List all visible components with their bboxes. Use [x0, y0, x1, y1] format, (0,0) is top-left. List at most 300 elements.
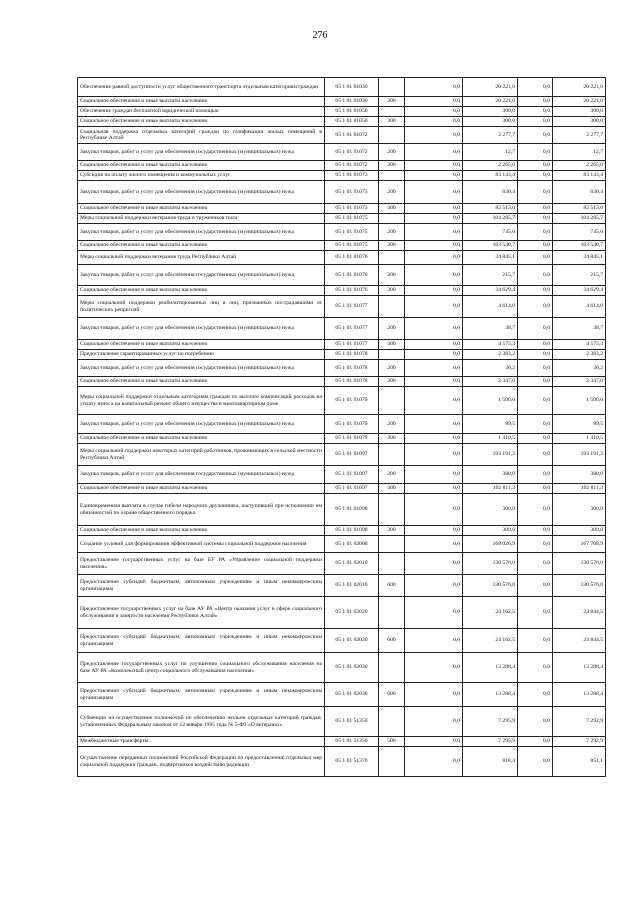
- row-name: Закупка товаров, работ и услуг для обеспечения государственных (муниципальных) нужд: [78, 181, 325, 204]
- row-code: 05 1 01 02010: [325, 575, 379, 597]
- row-value-1: 0,0: [405, 161, 463, 171]
- row-expense-type: 200: [379, 415, 405, 434]
- row-value-3: 0,0: [518, 241, 553, 251]
- row-name: Создание условий для формирования эффективной системы социальной поддержки населения: [78, 536, 325, 553]
- row-code: 05 1 01 01073: [325, 204, 379, 214]
- row-value-2: 7 295,9: [463, 737, 518, 747]
- row-expense-type: 300: [379, 117, 405, 127]
- row-expense-type: 300: [379, 340, 405, 350]
- row-value-1: 0,0: [405, 553, 463, 575]
- row-expense-type: 300: [379, 377, 405, 387]
- row-value-1: 0,0: [405, 224, 463, 241]
- row-code: 05 1 01 51350: [325, 737, 379, 747]
- row-value-3: 0,0: [518, 181, 553, 204]
- row-name: Социальное обеспечение и иные выплаты населению: [78, 484, 325, 494]
- row-expense-type: [379, 171, 405, 181]
- row-value-1: 0,0: [405, 318, 463, 340]
- row-name: Обеспечение равной доступности услуг общественного транспорта отдельным категориям граждан: [78, 78, 325, 97]
- row-value-3: 0,0: [518, 161, 553, 171]
- table-row: [78, 214, 606, 224]
- row-code: 05 1 01 01075: [325, 214, 379, 224]
- row-code: 05 1 01 02030: [325, 683, 379, 707]
- row-name: Меры социальной поддержки ветеранов труда и тружеников тыла: [78, 214, 325, 224]
- row-expense-type: 300: [379, 434, 405, 444]
- row-expense-type: 300: [379, 97, 405, 107]
- row-name: Социальное обеспечение и иные выплаты населению: [78, 526, 325, 536]
- row-value-2: 36,2: [463, 360, 518, 377]
- row-value-2: 7 295,9: [463, 707, 518, 737]
- row-value-1: 0,0: [405, 117, 463, 127]
- row-value-3: 0,0: [518, 286, 553, 296]
- row-value-3: 0,0: [518, 494, 553, 526]
- row-value-4: 851,1: [553, 747, 606, 777]
- row-name: Субсидия на оплату жилого помещения и коммунальных услуг: [78, 171, 325, 181]
- row-value-4: 83 143,4: [553, 171, 606, 181]
- row-value-2: 2 277,7: [463, 127, 518, 144]
- row-value-1: 0,0: [405, 444, 463, 466]
- row-value-4: 20 221,0: [553, 78, 606, 97]
- row-value-1: 0,0: [405, 181, 463, 204]
- row-expense-type: [379, 251, 405, 265]
- row-code: 05 1 01 01079: [325, 387, 379, 415]
- row-expense-type: [379, 107, 405, 117]
- row-name: Межбюджетные трансферты: [78, 737, 325, 747]
- row-value-1: 0,0: [405, 387, 463, 415]
- row-expense-type: 200: [379, 318, 405, 340]
- row-code: 05 1 01 01098: [325, 494, 379, 526]
- table-row: [78, 434, 606, 444]
- row-value-4: 103 540,7: [553, 241, 606, 251]
- row-name: Закупка товаров, работ и услуг для обеспечения государственных (муниципальных) нужд: [78, 144, 325, 161]
- row-code: 05 1 01 01078: [325, 360, 379, 377]
- row-name: Предоставление государственных услуг на базе АУ РА «Центр оказания услуг в сфере социального обслуживания и занятости населения Республики Алтай»: [78, 597, 325, 629]
- row-value-4: 192 811,3: [553, 484, 606, 494]
- table-row: [78, 117, 606, 127]
- row-name: Закупка товаров, работ и услуг для обеспечения государственных (муниципальных) нужд: [78, 265, 325, 286]
- row-expense-type: [379, 296, 405, 318]
- row-expense-type: [379, 350, 405, 360]
- table-row: [78, 144, 606, 161]
- row-value-1: 0,0: [405, 575, 463, 597]
- row-code: 05 1 01 01078: [325, 377, 379, 387]
- row-value-2: 168 026,9: [463, 536, 518, 553]
- row-value-1: 0,0: [405, 415, 463, 434]
- row-expense-type: 300: [379, 204, 405, 214]
- row-name: Социальное обеспечение и иные выплаты населению: [78, 377, 325, 387]
- row-value-1: 0,0: [405, 265, 463, 286]
- row-value-3: 0,0: [518, 629, 553, 653]
- row-code: 05 1 01 01050: [325, 117, 379, 127]
- row-value-2: 130 576,0: [463, 553, 518, 575]
- row-value-1: 0,0: [405, 377, 463, 387]
- table-row: [78, 707, 606, 737]
- row-value-3: 0,0: [518, 251, 553, 265]
- row-name: Предоставление субсидий бюджетным, автономным учреждениям и иным некоммерческим организациям: [78, 575, 325, 597]
- row-value-1: 0,0: [405, 434, 463, 444]
- row-value-3: 0,0: [518, 97, 553, 107]
- row-value-3: 0,0: [518, 707, 553, 737]
- row-value-1: 0,0: [405, 629, 463, 653]
- row-code: 05 1 01 01098: [325, 526, 379, 536]
- row-expense-type: [379, 494, 405, 526]
- row-value-2: 300,0: [463, 526, 518, 536]
- row-value-2: 83 143,4: [463, 171, 518, 181]
- row-value-3: 0,0: [518, 484, 553, 494]
- row-code: 05 1 01 01079: [325, 415, 379, 434]
- table-row: [78, 78, 606, 97]
- row-value-2: 24 162,5: [463, 597, 518, 629]
- row-value-2: 12,7: [463, 144, 518, 161]
- row-value-4: 2 383,2: [553, 350, 606, 360]
- row-value-4: 38,7: [553, 318, 606, 340]
- row-value-4: 13 288,4: [553, 653, 606, 683]
- row-value-1: 0,0: [405, 360, 463, 377]
- row-value-4: 215,7: [553, 265, 606, 286]
- row-name: Меры социальной поддержки некоторых категорий работников, проживающих в сельской местности Республики Алтай: [78, 444, 325, 466]
- row-value-3: 0,0: [518, 318, 553, 340]
- row-value-2: 130 576,0: [463, 575, 518, 597]
- row-value-1: 0,0: [405, 107, 463, 117]
- row-value-4: 380,0: [553, 466, 606, 484]
- row-expense-type: 300: [379, 286, 405, 296]
- row-value-2: 300,0: [463, 117, 518, 127]
- table-row: [78, 377, 606, 387]
- row-value-3: 0,0: [518, 377, 553, 387]
- row-value-1: 0,0: [405, 683, 463, 707]
- row-code: 05 1 01 01097: [325, 484, 379, 494]
- row-value-3: 0,0: [518, 360, 553, 377]
- row-expense-type: [379, 553, 405, 575]
- row-value-4: 4 614,0: [553, 296, 606, 318]
- row-name: Социальное обеспечение и иные выплаты населению: [78, 241, 325, 251]
- row-value-1: 0,0: [405, 536, 463, 553]
- row-value-4: 300,0: [553, 117, 606, 127]
- row-value-1: 0,0: [405, 707, 463, 737]
- row-expense-type: [379, 444, 405, 466]
- row-value-2: 34 629,4: [463, 286, 518, 296]
- table-row: [78, 737, 606, 747]
- row-value-1: 0,0: [405, 144, 463, 161]
- table-row: [78, 350, 606, 360]
- row-value-4: 34 629,4: [553, 286, 606, 296]
- row-name: Обеспечение граждан бесплатной юридической помощью: [78, 107, 325, 117]
- row-code: 05 1 01 02010: [325, 553, 379, 575]
- row-value-4: 23 844,5: [553, 597, 606, 629]
- row-value-3: 0,0: [518, 171, 553, 181]
- table-row: [78, 360, 606, 377]
- row-value-2: 34 845,1: [463, 251, 518, 265]
- row-name: Закупка товаров, работ и услуг для обеспечения государственных (муниципальных) нужд: [78, 360, 325, 377]
- row-value-1: 0,0: [405, 286, 463, 296]
- row-name: Закупка товаров, работ и услуг для обеспечения государственных (муниципальных) нужд: [78, 318, 325, 340]
- row-value-4: 7 292,9: [553, 707, 606, 737]
- row-code: 05 1 01 01076: [325, 251, 379, 265]
- row-expense-type: 300: [379, 484, 405, 494]
- table-row: [78, 181, 606, 204]
- row-code: 05 1 01 01075: [325, 224, 379, 241]
- row-expense-type: [379, 536, 405, 553]
- row-value-3: 0,0: [518, 224, 553, 241]
- row-value-2: 4 614,0: [463, 296, 518, 318]
- table-row: [78, 536, 606, 553]
- row-value-4: 300,0: [553, 494, 606, 526]
- table-row: [78, 575, 606, 597]
- row-value-1: 0,0: [405, 484, 463, 494]
- table-row: [78, 484, 606, 494]
- row-name: Социальное обеспечение и иные выплаты населению: [78, 97, 325, 107]
- row-value-1: 0,0: [405, 350, 463, 360]
- row-value-1: 0,0: [405, 747, 463, 777]
- row-value-1: 0,0: [405, 296, 463, 318]
- row-value-1: 0,0: [405, 597, 463, 629]
- table-row: [78, 653, 606, 683]
- row-expense-type: [379, 78, 405, 97]
- row-value-4: 130 576,0: [553, 553, 606, 575]
- row-value-4: 300,0: [553, 526, 606, 536]
- row-value-4: 2 347,0: [553, 377, 606, 387]
- row-value-4: 2 265,0: [553, 161, 606, 171]
- row-expense-type: 600: [379, 683, 405, 707]
- row-name: Предоставление гарантированных услуг по погребению: [78, 350, 325, 360]
- row-value-1: 0,0: [405, 653, 463, 683]
- table-row: [78, 286, 606, 296]
- row-value-2: 13 288,4: [463, 653, 518, 683]
- row-name: Предоставление субсидий бюджетным, автономным учреждениям и иным некоммерческим организациям: [78, 683, 325, 707]
- row-value-3: 0,0: [518, 127, 553, 144]
- table-row: [78, 265, 606, 286]
- row-value-4: 1 500,0: [553, 387, 606, 415]
- row-value-2: 818,4: [463, 747, 518, 777]
- row-value-2: 2 383,2: [463, 350, 518, 360]
- table-row: [78, 171, 606, 181]
- row-value-4: 12,7: [553, 144, 606, 161]
- row-code: 05 1 01 01072: [325, 144, 379, 161]
- row-value-2: 1 500,0: [463, 387, 518, 415]
- row-value-2: 192 811,3: [463, 484, 518, 494]
- row-value-2: 38,7: [463, 318, 518, 340]
- row-value-2: 300,0: [463, 494, 518, 526]
- row-name: Предоставление государственных услуг на базе БУ РА «Управление социальной поддержки населения»: [78, 553, 325, 575]
- table-row: [78, 683, 606, 707]
- row-value-3: 0,0: [518, 553, 553, 575]
- row-value-4: 104 285,7: [553, 214, 606, 224]
- table-row: [78, 107, 606, 117]
- row-expense-type: 600: [379, 575, 405, 597]
- row-value-4: 630,4: [553, 181, 606, 204]
- row-value-2: 215,7: [463, 265, 518, 286]
- row-code: 05 1 01 01072: [325, 161, 379, 171]
- row-name: Единовременная выплата в случае гибели народного дружинника, наступившей при исполнении им обязанностей по охране общественного порядка: [78, 494, 325, 526]
- row-code: 05 1 01 01073: [325, 181, 379, 204]
- row-value-3: 0,0: [518, 214, 553, 224]
- row-value-2: 630,4: [463, 181, 518, 204]
- row-value-4: 20 221,0: [553, 97, 606, 107]
- row-name: Меры социальной поддержки реабилитированных лиц и лиц, признанных пострадавшими от политических репрессий: [78, 296, 325, 318]
- row-value-2: 745,0: [463, 224, 518, 241]
- row-value-2: 193 191,3: [463, 444, 518, 466]
- row-value-4: 193 191,3: [553, 444, 606, 466]
- row-expense-type: 200: [379, 265, 405, 286]
- row-name: Социальное обеспечение и иные выплаты населению: [78, 161, 325, 171]
- row-code: 05 1 01 01077: [325, 318, 379, 340]
- row-value-2: 104 285,7: [463, 214, 518, 224]
- row-value-1: 0,0: [405, 97, 463, 107]
- row-value-2: 300,0: [463, 107, 518, 117]
- table-row: [78, 241, 606, 251]
- row-code: 05 1 01 02000: [325, 536, 379, 553]
- row-name: Социальное обеспечение и иные выплаты населению: [78, 204, 325, 214]
- row-value-3: 0,0: [518, 466, 553, 484]
- row-value-3: 0,0: [518, 526, 553, 536]
- row-value-3: 0,0: [518, 204, 553, 214]
- row-value-4: 2 277,7: [553, 127, 606, 144]
- row-code: 05 1 01 51370: [325, 747, 379, 777]
- row-value-1: 0,0: [405, 340, 463, 350]
- page-number: 276: [312, 30, 328, 41]
- row-value-1: 0,0: [405, 171, 463, 181]
- table-row: [78, 204, 606, 214]
- row-value-3: 0,0: [518, 144, 553, 161]
- row-code: 05 1 01 01077: [325, 296, 379, 318]
- row-code: 05 1 01 02030: [325, 653, 379, 683]
- row-code: 05 1 01 01079: [325, 434, 379, 444]
- table-row: [78, 387, 606, 415]
- row-code: 05 1 01 02020: [325, 597, 379, 629]
- table-row: [78, 224, 606, 241]
- row-value-3: 0,0: [518, 350, 553, 360]
- row-value-3: 0,0: [518, 747, 553, 777]
- row-value-4: 745,0: [553, 224, 606, 241]
- row-code: 05 1 01 01077: [325, 340, 379, 350]
- row-expense-type: 200: [379, 360, 405, 377]
- table-row: [78, 161, 606, 171]
- row-value-2: 13 288,4: [463, 683, 518, 707]
- row-value-4: 300,0: [553, 107, 606, 117]
- row-expense-type: 500: [379, 737, 405, 747]
- row-name: Закупка товаров, работ и услуг для обеспечения государственных (муниципальных) нужд: [78, 466, 325, 484]
- row-code: 05 1 01 51350: [325, 707, 379, 737]
- row-name: Субвенции на осуществление полномочий по обеспечению жильем отдельных категорий граждан, установленных Федеральным законом от 12 января 1995 года № 5-ФЗ «О ветеранах»: [78, 707, 325, 737]
- row-value-4: 36,2: [553, 360, 606, 377]
- row-value-3: 0,0: [518, 444, 553, 466]
- row-expense-type: 200: [379, 181, 405, 204]
- table-row: [78, 526, 606, 536]
- row-code: 05 1 01 01030: [325, 78, 379, 97]
- row-expense-type: 200: [379, 144, 405, 161]
- row-name: Осуществление переданных полномочий Российской Федерации по предоставлению отдельных мер социальной поддержки граждан, подвергшихся воздействию радиации: [78, 747, 325, 777]
- table-row: [78, 97, 606, 107]
- row-name: Предоставление субсидий бюджетным, автономным учреждениям и иным некоммерческим организациям: [78, 629, 325, 653]
- table-row: [78, 629, 606, 653]
- table-row: [78, 466, 606, 484]
- row-value-4: 89,5: [553, 415, 606, 434]
- row-value-1: 0,0: [405, 526, 463, 536]
- row-value-4: 23 844,5: [553, 629, 606, 653]
- row-value-1: 0,0: [405, 241, 463, 251]
- row-value-2: 20 221,0: [463, 78, 518, 97]
- row-name: Предоставление государственных услуг по улучшению социального обслуживания населения на базе АУ РА «Комплексный центр социального обслуживания населения»: [78, 653, 325, 683]
- row-code: 05 1 01 01076: [325, 286, 379, 296]
- row-value-3: 0,0: [518, 737, 553, 747]
- row-code: 05 1 01 02020: [325, 629, 379, 653]
- row-code: 05 1 01 01075: [325, 241, 379, 251]
- row-value-4: 7 292,9: [553, 737, 606, 747]
- row-value-3: 0,0: [518, 296, 553, 318]
- row-value-3: 0,0: [518, 78, 553, 97]
- table-row: [78, 251, 606, 265]
- row-expense-type: 300: [379, 161, 405, 171]
- row-value-1: 0,0: [405, 204, 463, 214]
- row-expense-type: [379, 127, 405, 144]
- row-expense-type: [379, 214, 405, 224]
- table-row: [78, 296, 606, 318]
- row-value-1: 0,0: [405, 251, 463, 265]
- row-code: 05 1 01 01097: [325, 466, 379, 484]
- row-value-3: 0,0: [518, 653, 553, 683]
- row-value-1: 0,0: [405, 127, 463, 144]
- row-value-2: 24 162,5: [463, 629, 518, 653]
- table-row: [78, 494, 606, 526]
- row-expense-type: [379, 597, 405, 629]
- table-row: [78, 747, 606, 777]
- row-value-3: 0,0: [518, 434, 553, 444]
- row-code: 05 1 01 01073: [325, 171, 379, 181]
- row-value-2: 2 347,0: [463, 377, 518, 387]
- row-value-2: 2 265,0: [463, 161, 518, 171]
- row-value-4: 167 708,9: [553, 536, 606, 553]
- row-name: Меры социальной поддержки ветеранов труда Республики Алтай: [78, 251, 325, 265]
- row-value-4: 13 288,4: [553, 683, 606, 707]
- row-value-2: 4 575,3: [463, 340, 518, 350]
- row-value-2: 20 221,0: [463, 97, 518, 107]
- row-expense-type: [379, 707, 405, 737]
- row-value-3: 0,0: [518, 107, 553, 117]
- table-row: [78, 127, 606, 144]
- row-value-3: 0,0: [518, 117, 553, 127]
- table-row: [78, 340, 606, 350]
- row-expense-type: 600: [379, 629, 405, 653]
- table-row: [78, 553, 606, 575]
- row-value-3: 0,0: [518, 536, 553, 553]
- row-expense-type: [379, 387, 405, 415]
- row-value-3: 0,0: [518, 265, 553, 286]
- row-expense-type: 200: [379, 466, 405, 484]
- table-row: [78, 597, 606, 629]
- row-value-4: 130 576,0: [553, 575, 606, 597]
- row-name: Социальная поддержка отдельных категорий граждан по газификации жилых помещений в Республике Алтай: [78, 127, 325, 144]
- row-value-4: 1 410,5: [553, 434, 606, 444]
- row-value-3: 0,0: [518, 683, 553, 707]
- row-name: Социальное обеспечение и иные выплаты населению: [78, 434, 325, 444]
- row-value-3: 0,0: [518, 575, 553, 597]
- row-name: Социальное обеспечение и иные выплаты населению: [78, 117, 325, 127]
- row-code: 05 1 01 01078: [325, 350, 379, 360]
- row-value-4: 82 513,0: [553, 204, 606, 214]
- budget-table: [77, 77, 606, 777]
- row-value-2: 380,0: [463, 466, 518, 484]
- row-value-1: 0,0: [405, 494, 463, 526]
- row-expense-type: [379, 747, 405, 777]
- row-code: 05 1 01 01097: [325, 444, 379, 466]
- row-expense-type: 300: [379, 241, 405, 251]
- row-name: Меры социальной поддержки отдельным категориям граждан по выплате компенсаций расходов на уплату взноса на капитальный ремонт общего имущества в многоквартирном доме: [78, 387, 325, 415]
- row-value-3: 0,0: [518, 387, 553, 415]
- row-value-2: 103 540,7: [463, 241, 518, 251]
- row-name: Закупка товаров, работ и услуг для обеспечения государственных (муниципальных) нужд: [78, 415, 325, 434]
- row-value-2: 82 513,0: [463, 204, 518, 214]
- row-value-4: 4 575,3: [553, 340, 606, 350]
- row-value-1: 0,0: [405, 466, 463, 484]
